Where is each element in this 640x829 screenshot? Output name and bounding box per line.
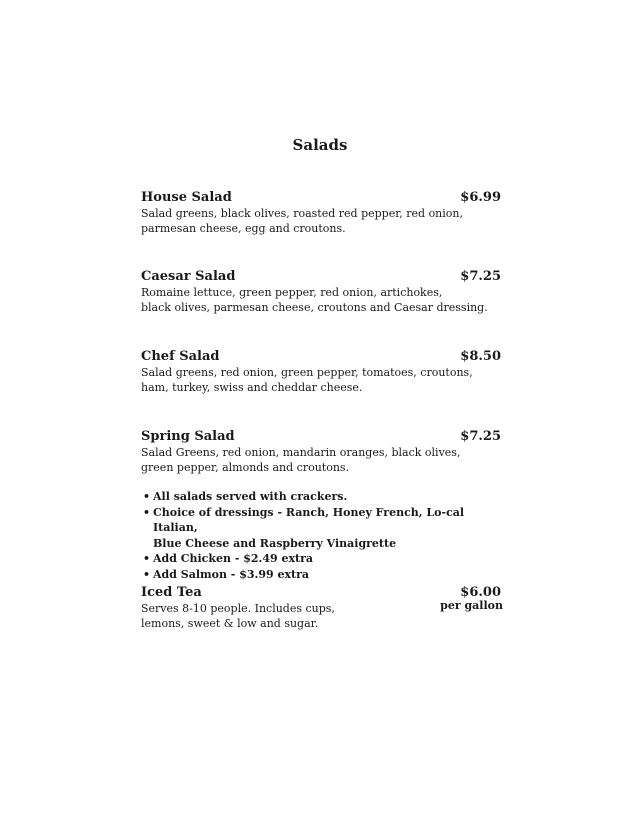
description-line: ham, turkey, swiss and cheddar cheese. (141, 381, 363, 394)
item-description (141, 206, 503, 236)
item-name: Caesar Salad (141, 269, 236, 284)
note-line: All salads served with crackers. (153, 490, 348, 503)
item-description (141, 445, 503, 475)
item-price-unit: per gallon (440, 599, 503, 612)
item-description (141, 365, 503, 395)
note-item (143, 489, 503, 505)
item-price: $7.25 (460, 429, 501, 444)
description-line: Salad greens, black olives, roasted red pepper, red onion, (141, 207, 463, 220)
item-name: Iced Tea (141, 585, 202, 600)
menu-item-iced-tea (141, 584, 503, 631)
menu-item-chef-salad (141, 348, 503, 395)
note-line: Add Chicken - $2.49 extra (153, 552, 314, 565)
item-price: $8.50 (460, 349, 501, 364)
bullet-icon: • (143, 505, 151, 519)
bullet-icon: • (143, 552, 151, 565)
note-item (143, 505, 503, 552)
item-name: Spring Salad (141, 429, 235, 444)
note-line: Choice of dressings - Ranch, Honey French, Lo-cal Italian, (153, 505, 465, 534)
item-price: $7.25 (460, 269, 501, 284)
description-line: lemons, sweet & low and sugar. (141, 617, 319, 630)
salad-notes-list (143, 489, 503, 582)
note-item (143, 551, 503, 567)
description-line: Romaine lettuce, green pepper, red onion, artichokes, (141, 286, 443, 299)
menu-item-spring-salad (141, 428, 503, 475)
item-name: Chef Salad (141, 349, 220, 364)
description-line: Salad greens, red onion, green pepper, tomatoes, croutons, (141, 366, 473, 379)
bullet-icon: • (143, 490, 151, 503)
bullet-icon: • (143, 567, 151, 581)
page-title: Salads (292, 136, 348, 154)
note-item (143, 567, 503, 583)
description-line: black olives, parmesan cheese, croutons and Caesar dressing. (141, 301, 488, 314)
description-line: parmesan cheese, egg and croutons. (141, 222, 346, 235)
description-line: Serves 8-10 people. Includes cups, (141, 602, 335, 615)
item-description (141, 285, 503, 315)
description-line: green pepper, almonds and croutons. (141, 461, 350, 474)
menu-item-house-salad (141, 189, 503, 236)
item-name: House Salad (141, 190, 232, 205)
note-line: Blue Cheese and Raspberry Vinaigrette (153, 536, 397, 550)
description-line: Salad Greens, red onion, mandarin oranges, black olives, (141, 446, 461, 459)
item-price: $6.00 (460, 585, 501, 600)
item-price: $6.99 (460, 190, 501, 205)
menu-item-caesar-salad (141, 268, 503, 315)
note-line: Add Salmon - $3.99 extra (153, 567, 310, 581)
